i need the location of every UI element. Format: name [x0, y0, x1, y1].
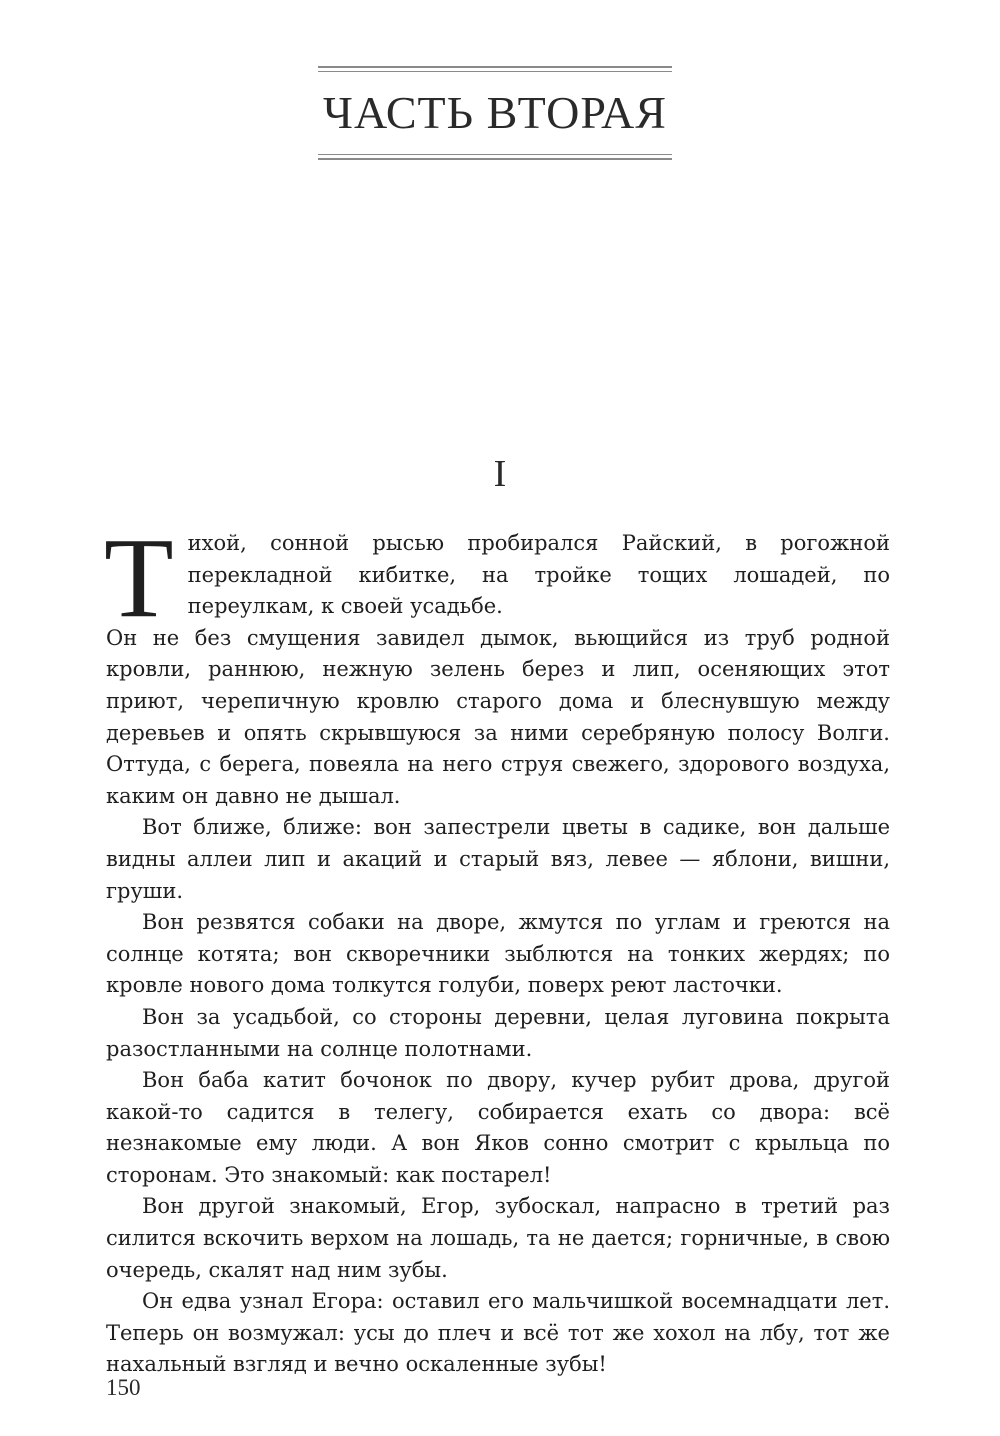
paragraph-7: Вон другой знакомый, Егор, зубоскал, напрасно в третий раз силится вскочить верхом на лошадь, та не дается; горничные, в свою очередь, скалят над ним зубы.: [106, 1194, 890, 1282]
chapter-number: I: [493, 453, 507, 495]
paragraph-3: Вот ближе, ближе: вон запестрели цветы в садике, вон дальше видны аллеи лип и акаций и старый вяз, левее — яблони, вишни, груши.: [106, 815, 890, 903]
paragraph-2: Он не без смущения завидел дымок, вьющийся из труб родной кровли, раннюю, нежную зелень берез и лип, осеняющих этот приют, черепичную кровлю старого дома и блеснувшую между деревьев и опять скрывшуюся за ними серебряную полосу Волги. Оттуда, с берега, повеяла на него струя свежего, здорового воздуха, каким он давно не дышал.: [106, 625, 890, 808]
paragraph-4: Вон резвятся собаки на дворе, жмутся по углам и греются на солнце котята; вон скворечники зыблются на тонких жердях; по кровле нового дома толкутся голуби, поверх реют ласточки.: [106, 910, 890, 998]
chapter-text: [104, 514, 890, 1381]
part-title-block: [318, 66, 672, 160]
paragraph-1: [104, 514, 890, 641]
page-number: 150: [106, 1375, 141, 1400]
paragraph-6: Вон баба катит бочонок по двору, кучер рубит дрова, другой какой-то садится в телегу, собирается ехать со двора: всё незнакомые ему люди. А вон Яков сонно смотрит с крыльца по сторонам. Это знакомый: как постарел!: [106, 1068, 890, 1187]
paragraph-8: Он едва узнал Егора: оставил его мальчишкой восемнадцати лет. Теперь он возмужал: усы до плеч и всё тот же хохол на лбу, тот же нахальный взгляд и вечно оскаленные зубы!: [106, 1289, 890, 1377]
drop-cap: Т: [104, 514, 174, 641]
paragraph-1-text: ихой, сонной рысью пробирался Райский, в рогожной перекладной кибитке, на тройке тощих лошадей, по переулкам, к своей усадьбе.: [187, 531, 890, 619]
top-double-rule: [318, 66, 672, 68]
bottom-double-rule: [318, 158, 672, 160]
part-title: ЧАСТЬ ВТОРАЯ: [323, 87, 667, 138]
paragraph-5: Вон за усадьбой, со стороны деревни, целая луговина покрыта разостланными на солнце полотнами.: [106, 1004, 890, 1061]
